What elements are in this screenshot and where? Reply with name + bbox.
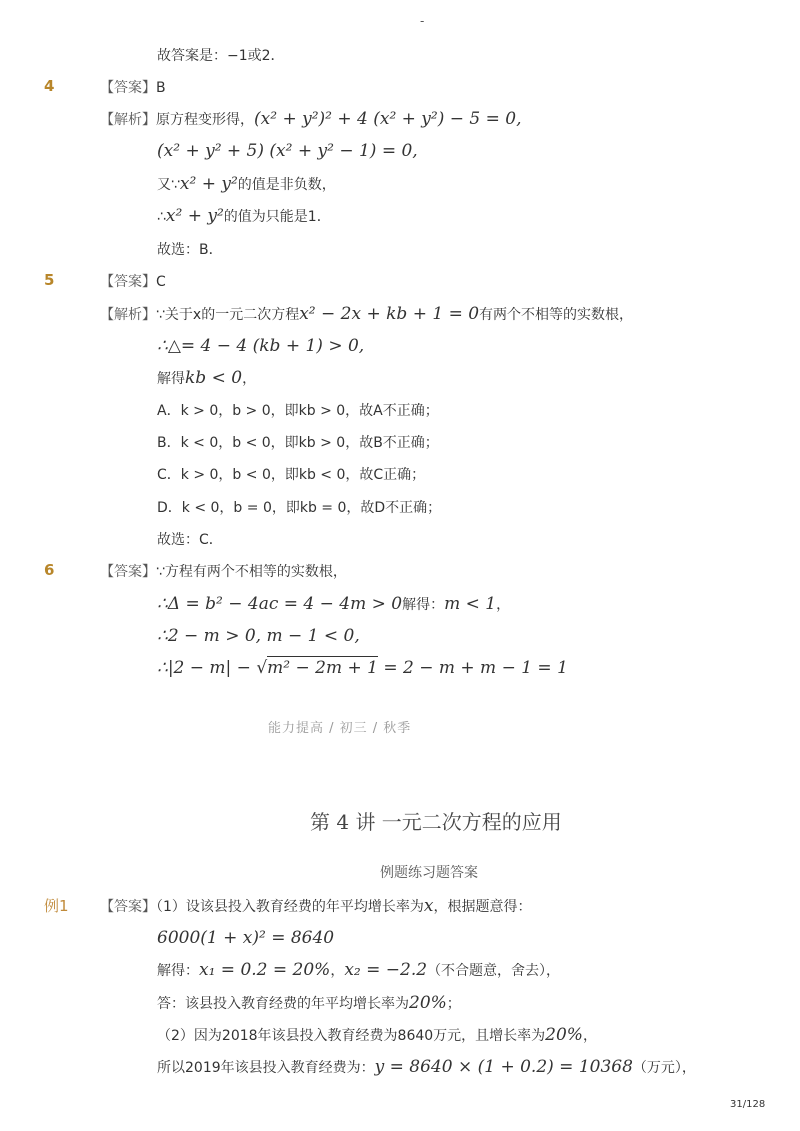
q6-row-3: ∴2 − m > 0, m − 1 < 0,: [157, 626, 360, 646]
text: ∴: [157, 209, 166, 225]
text: 所以2019年该县投入教育经费为：: [157, 1060, 375, 1076]
question-number-4: 4: [44, 77, 55, 95]
text: ；: [446, 996, 461, 1012]
text: 的值为只能是1．: [223, 209, 331, 225]
math-expression: ∴|2 − m| −: [157, 658, 257, 678]
analysis-text: 原方程变形得，: [156, 112, 254, 128]
sqrt-sign: √: [256, 658, 268, 678]
q5-option-b: B．k < 0，b < 0，即kb > 0，故B不正确；: [157, 435, 439, 451]
q5-analysis-row-2: ∴△= 4 − 4 (kb + 1) > 0,: [157, 336, 365, 356]
ex1-row-5: [157, 1025, 597, 1046]
text: ∵关于x的一元二次方程: [156, 307, 300, 323]
q4-choice: 故选：B．: [157, 242, 223, 258]
section-subtitle: 例题练习题答案: [380, 865, 478, 881]
analysis-tag: 【解析】: [100, 112, 156, 128]
q5-analysis-row-1: [100, 304, 633, 325]
question-number-6: 6: [44, 561, 55, 579]
q5-option-c: C．k > 0，b < 0，即kb < 0，故C正确；: [157, 467, 426, 483]
text: ，: [496, 597, 511, 613]
math-expression: x² + y²: [165, 206, 224, 226]
text: 有两个不相等的实数根，: [479, 307, 634, 323]
text: 解得: [157, 371, 185, 387]
answer-tag: 【答案】: [100, 274, 156, 290]
q6-answer-row: [100, 562, 347, 582]
ex1-row-4: [157, 993, 461, 1014]
sqrt-radicand: m² − 2m + 1: [267, 658, 378, 678]
text: （2）因为2018年该县投入教育经费为8640万元，且增长率为: [157, 1028, 546, 1044]
math-expression: x² + y²: [179, 174, 238, 194]
q6-row-2: [157, 594, 510, 615]
answer-tag: 【答案】: [100, 80, 156, 96]
text: 又∵: [157, 177, 180, 193]
text: ，: [582, 1028, 597, 1044]
math-expression: = 2 − m + m − 1 = 1: [377, 658, 568, 678]
text: ∵方程有两个不相等的实数根，: [156, 564, 347, 580]
math-expression: 20%: [409, 993, 447, 1013]
q5-option-d: D．k < 0，b = 0，即kb = 0，故D不正确；: [157, 500, 442, 516]
example-label: 例1: [44, 897, 69, 915]
q5-answer-row: [100, 272, 166, 292]
ex1-row-1: [100, 896, 532, 917]
text: 解得：: [402, 597, 445, 613]
math-expression: kb < 0: [185, 368, 243, 388]
text: ，: [330, 963, 345, 979]
math-expression: m < 1: [444, 594, 497, 614]
q5-analysis-row-3: [157, 368, 256, 389]
ex1-row-6: [157, 1057, 696, 1078]
text: ，: [242, 371, 257, 387]
answer-value: B: [156, 80, 166, 96]
math-expression: ∴Δ = b² − 4ac = 4 − 4m > 0: [157, 594, 403, 614]
q4-analysis-row-2: (x² + y² + 5) (x² + y² − 1) = 0,: [157, 141, 418, 161]
q4-analysis-row-3: [157, 174, 336, 195]
text: （1）设该县投入教育经费的年平均增长率为: [156, 899, 424, 915]
q4-answer-row: [100, 78, 166, 98]
math-expression: x₁ = 0.2 = 20%: [199, 960, 331, 980]
answer-tag: 【答案】: [100, 564, 156, 580]
text: ，根据题意得：: [433, 899, 532, 915]
answer-value: C: [156, 274, 166, 290]
math-expression: 20%: [545, 1025, 583, 1045]
q4-analysis-row-1: [100, 109, 522, 130]
q4-analysis-row-4: [157, 206, 331, 227]
analysis-tag: 【解析】: [100, 307, 156, 323]
text: （万元），: [632, 1060, 696, 1076]
question-number-5: 5: [44, 271, 55, 289]
math-expression: y = 8640 × (1 + 0.2) = 10368: [374, 1057, 633, 1077]
text: （不合题意，舍去），: [427, 963, 561, 979]
answer-tag: 【答案】: [100, 899, 156, 915]
section-title: 第 4 讲 一元二次方程的应用: [310, 810, 562, 834]
page-footer-text: 能力提高 / 初三 / 秋季: [268, 721, 412, 736]
header-mark: -: [420, 14, 425, 28]
q5-choice: 故选：C．: [157, 532, 223, 548]
math-expression: x: [423, 896, 434, 916]
math-expression: x₂ = −2.2: [344, 960, 428, 980]
q5-option-a: A．k > 0，b > 0，即kb > 0，故A不正确；: [157, 403, 439, 419]
q6-row-4: [157, 658, 568, 679]
answer-line: 故答案是：−1或2．: [157, 48, 285, 64]
math-expression: x² − 2x + kb + 1 = 0: [299, 304, 480, 324]
text: 解得：: [157, 963, 199, 979]
page-number: 31/128: [730, 1099, 766, 1110]
text: 答：该县投入教育经费的年平均增长率为: [157, 996, 409, 1012]
ex1-row-2: 6000(1 + x)² = 8640: [157, 928, 335, 948]
text: 的值是非负数，: [237, 177, 336, 193]
math-expression: (x² + y²)² + 4 (x² + y²) − 5 = 0,: [254, 109, 522, 129]
ex1-row-3: [157, 960, 560, 981]
